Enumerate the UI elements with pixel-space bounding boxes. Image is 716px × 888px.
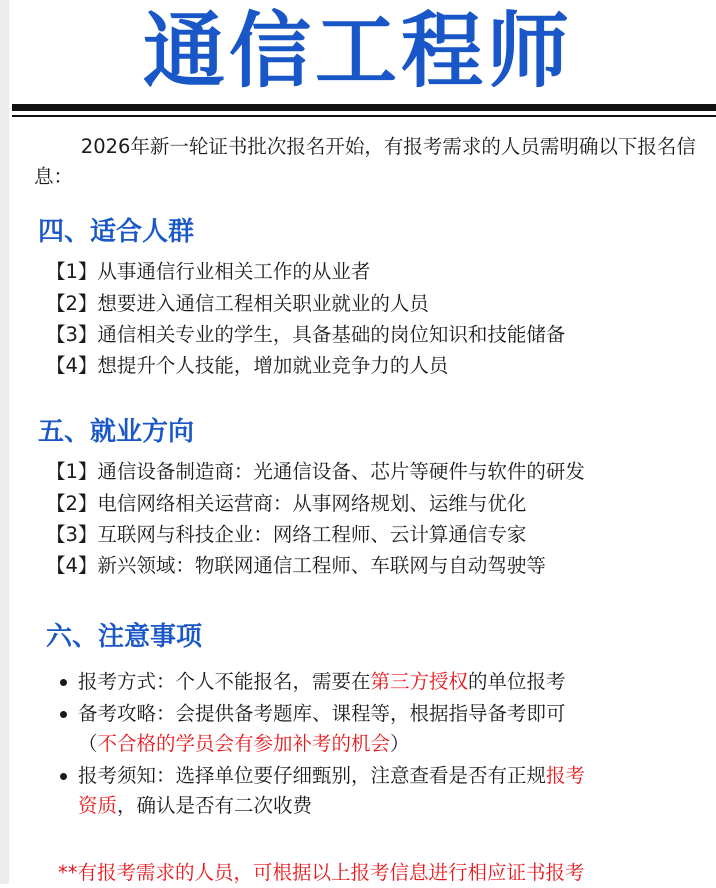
highlight-text: 报考 bbox=[546, 764, 586, 787]
bottom-note: **有报考需求的人员，可根据以上报考信息进行相应证书报考 bbox=[58, 861, 585, 884]
bullet-dot-icon bbox=[60, 679, 67, 686]
bullet-dot-icon bbox=[60, 773, 67, 780]
page-title: 通信工程师 bbox=[142, 4, 573, 99]
bullet-continuation: 资质，确认是否有二次收费 bbox=[78, 794, 313, 817]
list-item: 【3】互联网与科技企业：网络工程师、云计算通信专家 bbox=[46, 523, 527, 546]
title-divider-thick bbox=[12, 104, 716, 111]
section-heading-career-direction: 五、就业方向 bbox=[38, 417, 195, 447]
intro-paragraph: 2026年新一轮证书批次报名开始，有报考需求的人员需明确以下报名信息： bbox=[34, 135, 696, 188]
section-heading-target-audience: 四、适合人群 bbox=[38, 217, 195, 247]
highlight-text: 不合格的学员会有参加补考的机会 bbox=[97, 732, 391, 755]
list-item: 【4】想提升个人技能，增加就业竞争力的人员 bbox=[46, 354, 449, 377]
list-item: 【1】通信设备制造商：光通信设备、芯片等硬件与软件的研发 bbox=[46, 460, 585, 483]
bullet-dot-icon bbox=[60, 711, 67, 718]
left-edge-strip bbox=[0, 0, 9, 884]
highlight-text: 资质 bbox=[78, 794, 118, 817]
highlight-text: 第三方授权 bbox=[370, 670, 469, 693]
section-heading-notes: 六、注意事项 bbox=[46, 622, 203, 652]
list-item: 【1】从事通信行业相关工作的从业者 bbox=[46, 260, 371, 283]
list-item: 【3】通信相关专业的学生，具备基础的岗位知识和技能储备 bbox=[46, 323, 566, 346]
list-item: 【2】电信网络相关运营商：从事网络规划、运维与优化 bbox=[46, 492, 527, 515]
list-item: 【4】新兴领域：物联网通信工程师、车联网与自动驾驶等 bbox=[46, 554, 546, 577]
title-divider-thin bbox=[12, 115, 716, 117]
bullet-continuation: （不合格的学员会有参加补考的机会） bbox=[78, 732, 410, 755]
list-item: 【2】想要进入通信工程相关职业就业的人员 bbox=[46, 292, 429, 315]
